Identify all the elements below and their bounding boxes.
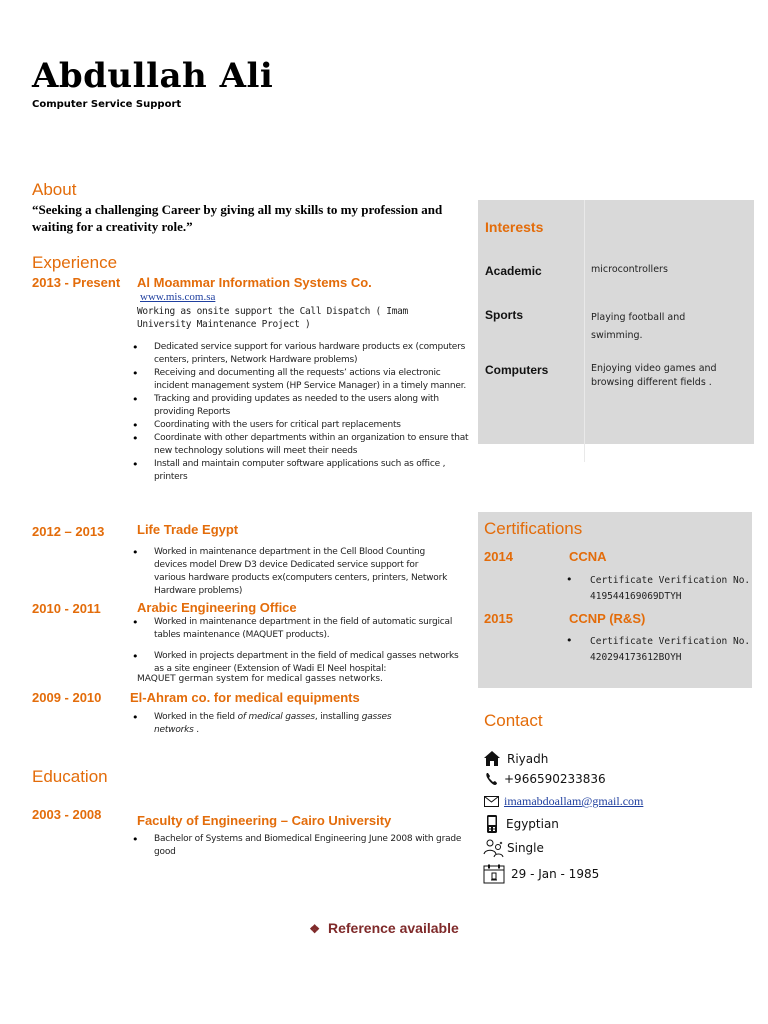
interest-value: Enjoying video games and browsing different fields .	[591, 363, 717, 388]
interests-divider	[584, 200, 585, 462]
home-icon	[483, 750, 501, 767]
interest-label: Computers	[485, 363, 549, 377]
job-period: 2009 - 2010	[32, 690, 102, 705]
contact-nationality-text: Egyptian	[506, 817, 559, 831]
job-period: 2012 – 2013	[32, 524, 105, 539]
calendar-icon	[483, 864, 505, 884]
list-item: • Tracking and providing updates as needed to the users along with providing Reports	[132, 393, 472, 419]
about-text: “Seeking a challenging Career by giving all my skills to my profession and waiting for a creativity role.”	[32, 202, 443, 234]
cert-number: 419544169069DTYH	[590, 591, 682, 602]
resume-name: Abdullah Ali	[32, 56, 274, 96]
cert-name: CCNA	[569, 549, 607, 564]
bullet-icon: •	[566, 634, 573, 647]
job-period: 2010 - 2011	[32, 601, 101, 616]
bullet-emphasis: of medical gasses	[237, 712, 315, 722]
list-item: • Coordinating with the users for critical part replacements	[132, 419, 472, 432]
mobile-icon	[486, 814, 498, 834]
contact-city	[483, 750, 548, 767]
bullet-text: Worked in the field	[154, 712, 238, 722]
job-period: 2013 - Present	[32, 275, 121, 290]
cert-name: CCNP (R&S)	[569, 611, 646, 626]
job-company: Arabic Engineering Office	[137, 600, 297, 615]
job-bullet-list	[132, 546, 452, 598]
education-period: 2003 - 2008	[32, 807, 102, 822]
list-item: • Worked in projects department in the field of medical gasses networks as a site engineer (Extension of Wadi El Neel hospital:	[132, 650, 462, 676]
cert-number: 420294173612BOYH	[590, 652, 682, 663]
job-bullet-list	[132, 341, 472, 484]
cert-year: 2014	[484, 549, 513, 564]
job-bullet-list	[132, 616, 462, 676]
contact-status	[483, 838, 544, 858]
contact-heading: Contact	[484, 711, 543, 730]
cert-detail-label: Certificate Verification No.	[590, 636, 751, 647]
cert-detail-label: Certificate Verification No.	[590, 575, 751, 586]
job-note: Working as onsite support the Call Dispatch ( Imam University Maintenance Project )	[137, 306, 408, 330]
interest-label: Academic	[485, 264, 542, 278]
job-trailing-text: MAQUET german system for medical gasses networks.	[137, 674, 383, 684]
contact-nationality	[486, 814, 559, 834]
interest-label: Sports	[485, 308, 524, 322]
list-item: • Worked in maintenance department in the Cell Blood Counting devices model Drew D3 device Dedicated service support for various hardware products ex(computers centers, printers, Network Hardware problems)	[132, 546, 452, 598]
list-item: • Install and maintain computer software applications such as office , printers	[132, 458, 472, 484]
interest-value: microcontrollers	[591, 264, 668, 275]
cert-detail	[590, 634, 750, 666]
resume-role: Computer Service Support	[32, 99, 182, 110]
list-item	[132, 711, 432, 737]
envelope-icon	[484, 796, 499, 807]
bullet-icon: •	[566, 573, 573, 586]
reference-text: Reference available	[328, 920, 459, 936]
contact-status-text: Single	[507, 841, 544, 855]
diamond-bullet-icon: ❖	[309, 922, 320, 936]
education-bullet-list	[132, 833, 472, 859]
interest-value: Playing football and swimming.	[591, 312, 686, 341]
bullet-emphasis: gasses networks	[154, 712, 392, 735]
job-company: Al Moammar Information Systems Co.	[137, 275, 372, 290]
cert-detail	[590, 573, 750, 605]
bullet-text: .	[193, 725, 199, 735]
contact-email	[484, 794, 643, 809]
people-icon	[483, 838, 505, 858]
list-item: • Coordinate with other departments within an organization to ensure that new technology solutions will meet their needs	[132, 432, 472, 458]
company-website-link[interactable]: www.mis.com.sa	[140, 291, 216, 303]
list-item: • Receiving and documenting all the requests’ actions via electronic incident management system (HP Service Manager) in a timely manner.	[132, 367, 472, 393]
list-item: • Dedicated service support for various hardware products ex (computers centers, printers, Network Hardware problems)	[132, 341, 472, 367]
cert-year: 2015	[484, 611, 513, 626]
about-heading: About	[32, 180, 77, 199]
contact-birthdate-text: 29 - Jan - 1985	[511, 867, 600, 881]
contact-city-text: Riyadh	[507, 751, 549, 766]
job-company: Life Trade Egypt	[137, 522, 239, 537]
list-item: • Worked in maintenance department in the field of automatic surgical tables maintenance (MAQUET products).	[132, 616, 462, 642]
interests-heading: Interests	[485, 219, 544, 235]
reference-note	[0, 920, 768, 936]
experience-heading: Experience	[32, 253, 118, 272]
job-bullet-list	[132, 711, 432, 737]
job-company: El-Ahram co. for medical equipments	[130, 690, 360, 705]
education-school: Faculty of Engineering – Cairo University	[137, 813, 392, 828]
certifications-heading: Certifications	[484, 519, 583, 538]
contact-phone	[485, 772, 606, 786]
contact-email-link[interactable]: imamabdoallam@gmail.com	[504, 794, 644, 808]
contact-birthdate	[483, 864, 599, 884]
education-heading: Education	[32, 767, 108, 786]
list-item: • Bachelor of Systems and Biomedical Engineering June 2008 with grade good	[132, 833, 472, 859]
contact-phone-text[interactable]: +966590233836	[504, 772, 606, 786]
bullet-text: , installing	[314, 712, 362, 722]
phone-icon	[485, 772, 498, 786]
